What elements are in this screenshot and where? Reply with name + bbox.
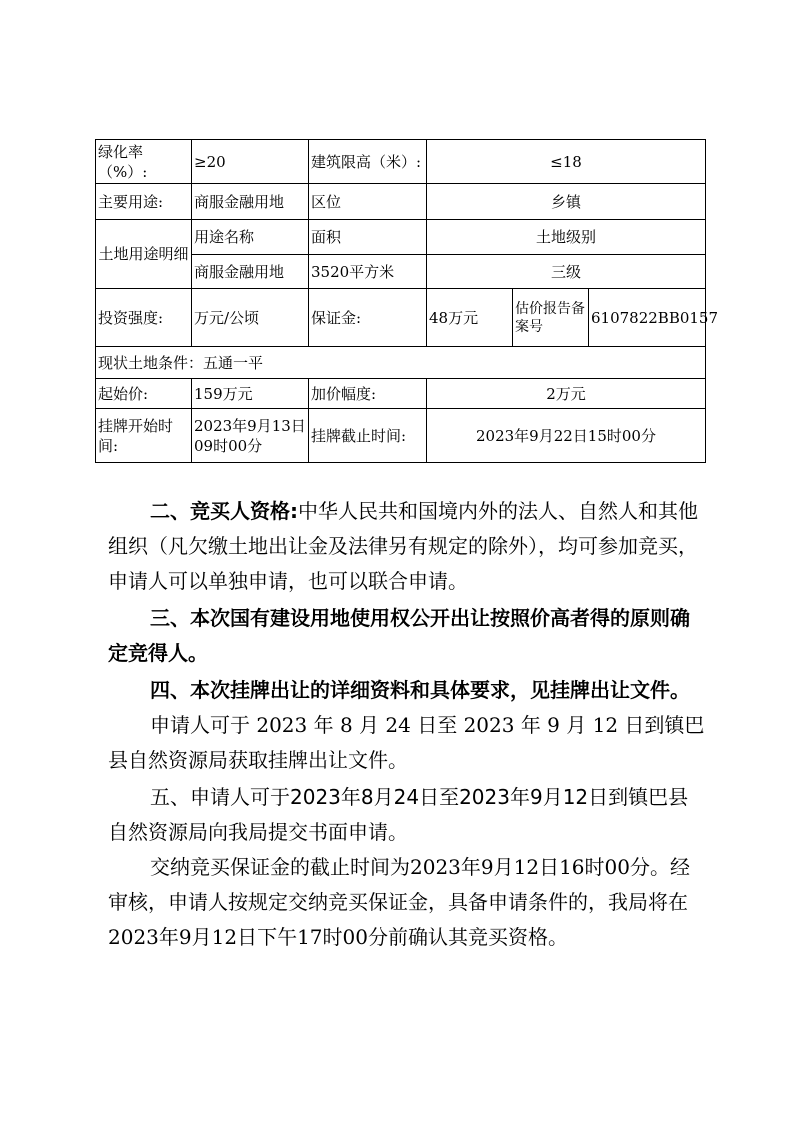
- table-row: [96, 379, 706, 409]
- appraisal-report-label: 估价报告备案号: [513, 289, 589, 347]
- use-name-value: 商服金融用地: [192, 255, 309, 289]
- table-row: [96, 289, 706, 347]
- section-5: [108, 780, 708, 955]
- green-rate-value: ≥20: [192, 140, 309, 184]
- listing-start-value: 2023年9月13日09时00分: [192, 409, 309, 463]
- height-limit-value: ≤18: [427, 140, 706, 184]
- listing-end-label: 挂牌截止时间:: [309, 409, 427, 463]
- table-row: [96, 140, 706, 184]
- increment-value: 2万元: [427, 379, 706, 409]
- table-row: [96, 409, 706, 463]
- investment-label: 投资强度:: [96, 289, 192, 347]
- start-price-value: 159万元: [192, 379, 309, 409]
- investment-value: 万元/公顷: [192, 289, 309, 347]
- location-label: 区位: [309, 184, 427, 220]
- section-4-text: 申请人可于 2023 年 8 月 24 日至 2023 年 9 月 12 日到镇巴县自然资源局获取挂牌出让文件。: [108, 713, 705, 772]
- section-3: [108, 601, 708, 671]
- use-name-label: 用途名称: [192, 220, 309, 255]
- land-grade-value: 三级: [427, 255, 706, 289]
- table-row: [96, 184, 706, 220]
- green-rate-label: 绿化率（%）:: [96, 140, 192, 184]
- current-land-condition: 现状土地条件：五通一平: [96, 347, 706, 379]
- section-5-heading: 五、申请人可于2023年8月24日至2023年9月12日到镇巴县自然资源局向我局提交书面申请。: [108, 785, 689, 844]
- start-price-label: 起始价:: [96, 379, 192, 409]
- location-value: 乡镇: [427, 184, 706, 220]
- appraisal-report-value: 6107822BB0157: [589, 289, 706, 347]
- section-2: [108, 494, 708, 599]
- land-use-detail-label: 土地用途明细: [96, 220, 192, 289]
- increment-label: 加价幅度:: [309, 379, 427, 409]
- section-4-heading: 四、本次挂牌出让的详细资料和具体要求，见挂牌出让文件。: [150, 678, 690, 702]
- section-4: [108, 673, 708, 778]
- section-5-text: 交纳竞买保证金的截止时间为2023年9月12日16时00分。经审核，申请人按规定交纳竞买保证金，具备申请条件的，我局将在2023年9月12日下午17时00分前确认其竞买资格。: [108, 855, 690, 949]
- section-3-text: 三、本次国有建设用地使用权公开出让按照价高者得的原则确定竞得人。: [108, 606, 690, 665]
- land-grade-label: 土地级别: [427, 220, 706, 255]
- deposit-label: 保证金:: [309, 289, 427, 347]
- area-label: 面积: [309, 220, 427, 255]
- listing-start-label: 挂牌开始时间:: [96, 409, 192, 463]
- table-row: [96, 220, 706, 255]
- land-info-table: [95, 139, 719, 463]
- table-row: [96, 347, 706, 379]
- listing-end-value: 2023年9月22日15时00分: [427, 409, 706, 463]
- deposit-value: 48万元: [427, 289, 513, 347]
- main-use-value: 商服金融用地: [192, 184, 309, 220]
- section-2-heading: 二、竞买人资格:: [150, 499, 298, 523]
- main-use-label: 主要用途:: [96, 184, 192, 220]
- height-limit-label: 建筑限高（米）:: [309, 140, 427, 184]
- area-value: 3520平方米: [309, 255, 427, 289]
- section-2-text: 中华人民共和国境内外的法人、自然人和其他组织（凡欠缴土地出让金及法律另有规定的除外），均可参加竞买，申请人可以单独申请，也可以联合申请。: [108, 499, 698, 593]
